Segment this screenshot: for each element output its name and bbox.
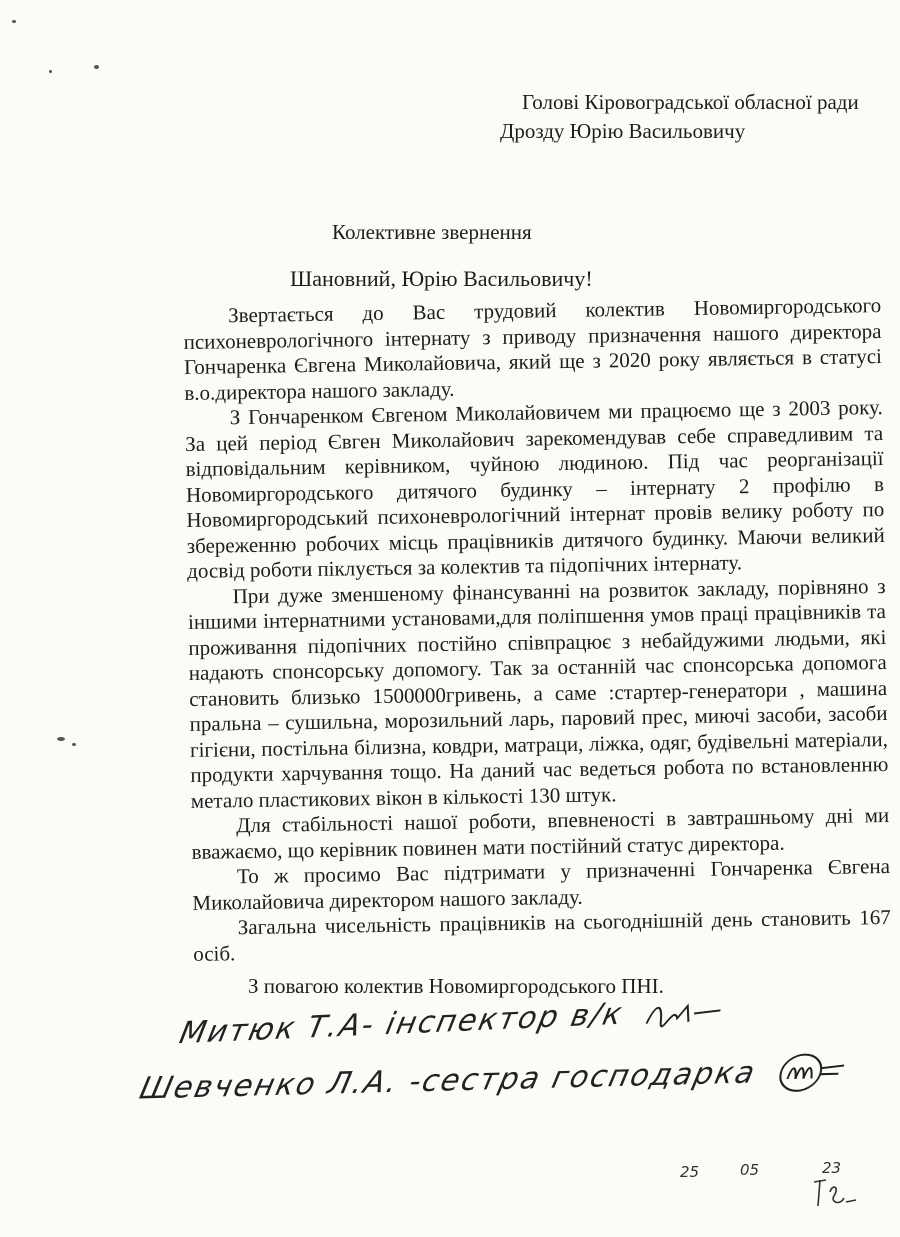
- scan-speck: [49, 70, 52, 73]
- addressee-block: [500, 88, 880, 146]
- date-day: 25: [680, 1163, 700, 1181]
- document-title: Колективне звернення: [332, 220, 532, 244]
- signature-text: Шевченко Л.А. -сестра господарка: [136, 1055, 760, 1107]
- closing-line: З повагою колектив Новомиргородського ПНІ.: [248, 974, 664, 998]
- paragraph: Для стабільності нашої роботи, впевненості в завтрашньому дні ми вважаємо, що керівник повинен мати постійний статус директора.: [191, 802, 890, 864]
- handwritten-signature-line: [135, 1049, 852, 1112]
- letter-body: [183, 293, 891, 967]
- paragraph: То ж просимо Вас підтримати у призначенні Гончаренка Євгена Миколайовича директором нашого закладу.: [192, 853, 891, 915]
- salutation: Шановний, Юрію Васильовичу!: [290, 266, 593, 291]
- paragraph: З Гончаренком Євгеном Миколайовичем ми працюємо ще з 2003 року. За цей період Євген Миколайович зарекомендував себе справедливим та відповідальним керівником, чуйною людиною. Під час реорганізації Новомиргородського дитячого будинку – інтернату 2 профілю в Новомиргородський психоневрологічний інтернат провів велику роботу по збереженню робочих місць працівників дитячого будинку. Маючи великий досвід роботи піклується за колектив та підопічних інтернату.: [185, 395, 885, 583]
- scan-speck: [72, 743, 76, 746]
- date-year: 23: [822, 1159, 842, 1177]
- scan-speck: [94, 65, 99, 69]
- date-initials-icon: [810, 1176, 860, 1216]
- signature-scribble-icon: [772, 1049, 852, 1095]
- signature-scribble-icon: [641, 994, 728, 1032]
- scan-speck: [12, 20, 16, 23]
- addressee-position: Голові Кіровоградської обласної ради: [522, 90, 859, 114]
- handwritten-signature-line: [176, 992, 728, 1052]
- addressee-name: Дрозду Юрію Васильовичу: [500, 119, 746, 143]
- scan-speck: [57, 737, 65, 741]
- date-month: 05: [740, 1161, 760, 1179]
- paragraph: При дуже зменшеному фінансуванні на розвиток закладу, порівняно з іншими інтернатними установами,для поліпшення умов праці працівників та проживання підопічних постійно співпрацює з небайдужими людьми, які надають спонсорську допомогу. Так за останній час спонсорська допомога становить близько 1500000гривень, а саме :стартер-генератори , машина пральна – сушильна, морозильний ларь, паровий прес, миючі засоби, засоби гігієни, постільна білизна, ковдри, матраци, ліжка, одяг, будівельні матеріали, продукти харчування тощо. На даний час ведеться робота по встановленню метало пластикових вікон в кількості 130 штук.: [187, 573, 889, 813]
- paragraph: Звертається до Вас трудовий колектив Новомиргородського психоневрологічного інтернату з приводу призначення нашого директора Гончаренка Євгена Миколайовича, який ще з 2020 року являється в статусі в.о.директора нашого закладу.: [183, 293, 883, 405]
- paragraph: Загальна чисельність працівників на сьогоднішній день становить 167 осіб.: [193, 904, 891, 966]
- signature-text: Митюк Т.А- інспектор в/к: [176, 996, 627, 1052]
